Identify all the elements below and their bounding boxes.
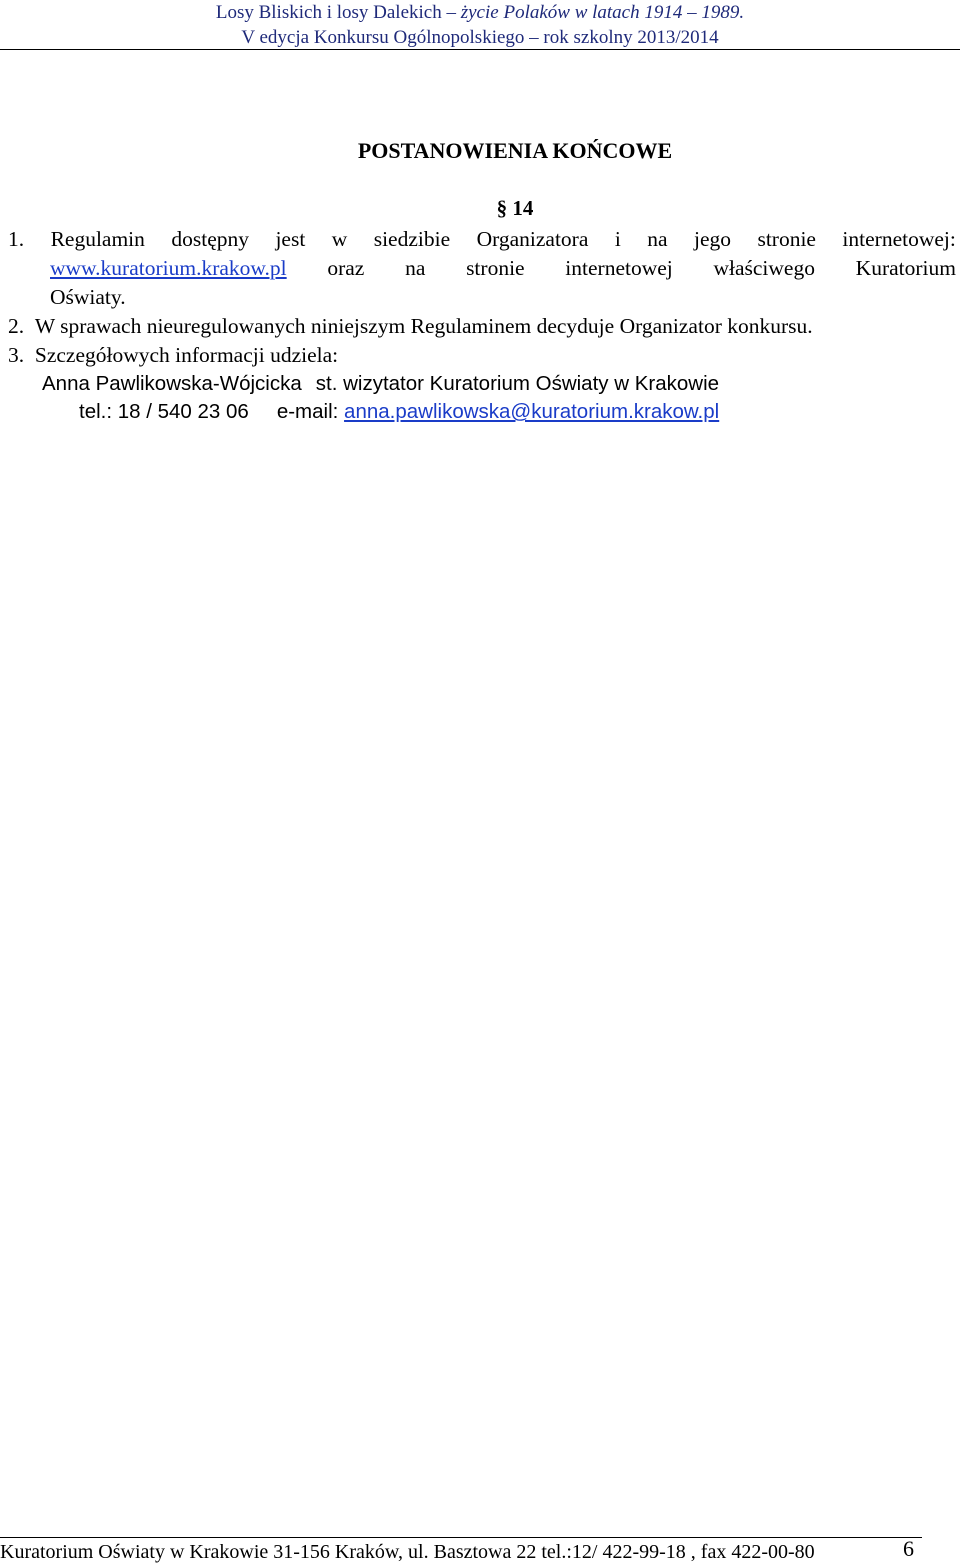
header-divider xyxy=(0,49,960,50)
page-header xyxy=(0,0,960,50)
item-1-line-3: Oświaty. xyxy=(50,285,126,309)
item-1-line-1: 1. Regulamin dostępny jest w siedzibie Organizatora i na jego stronie internetowej: xyxy=(8,227,956,251)
document-title: POSTANOWIENIA KOŃCOWE xyxy=(357,138,673,163)
page-footer xyxy=(0,1536,960,1564)
contact-details xyxy=(79,398,719,426)
contact-email-link[interactable]: anna.pawlikowska@kuratorium.krakow.pl xyxy=(344,400,720,423)
contact-person xyxy=(42,370,719,398)
item-2: 2. W sprawach nieuregulowanych niniejszym Regulaminem decyduje Organizator konkursu. xyxy=(8,314,813,338)
contact-name: Anna Pawlikowska-Wójcicka xyxy=(42,372,302,395)
contact-role: st. wizytator Kuratorium Oświaty w Krakowie xyxy=(315,372,720,395)
item-1-line-2: www.kuratorium.krakow.pl oraz na stronie internetowej właściwego Kuratorium xyxy=(8,254,956,283)
footer-divider xyxy=(0,1537,922,1538)
footer-address: Kuratorium Oświaty w Krakowie 31-156 Kraków, ul. Basztowa 22 tel.:12/ 422-99-18 , fax 422-00-80 xyxy=(0,1541,815,1563)
email-label: e-mail: xyxy=(276,400,339,423)
item-1 xyxy=(8,225,956,312)
item-3: 3. Szczegółowych informacji udziela: xyxy=(8,343,339,367)
kuratorium-website-link[interactable]: www.kuratorium.krakow.pl xyxy=(50,256,287,280)
section-number: § 14 xyxy=(496,196,534,220)
contact-phone: tel.: 18 / 540 23 06 xyxy=(79,400,249,423)
header-line-2: V edycja Konkursu Ogólnopolskiego – rok szkolny 2013/2014 xyxy=(241,27,719,48)
header-line-1: Losy Bliskich i losy Dalekich – życie Polaków w latach 1914 – 1989. xyxy=(215,2,745,23)
page-number: 6 xyxy=(903,1536,914,1561)
